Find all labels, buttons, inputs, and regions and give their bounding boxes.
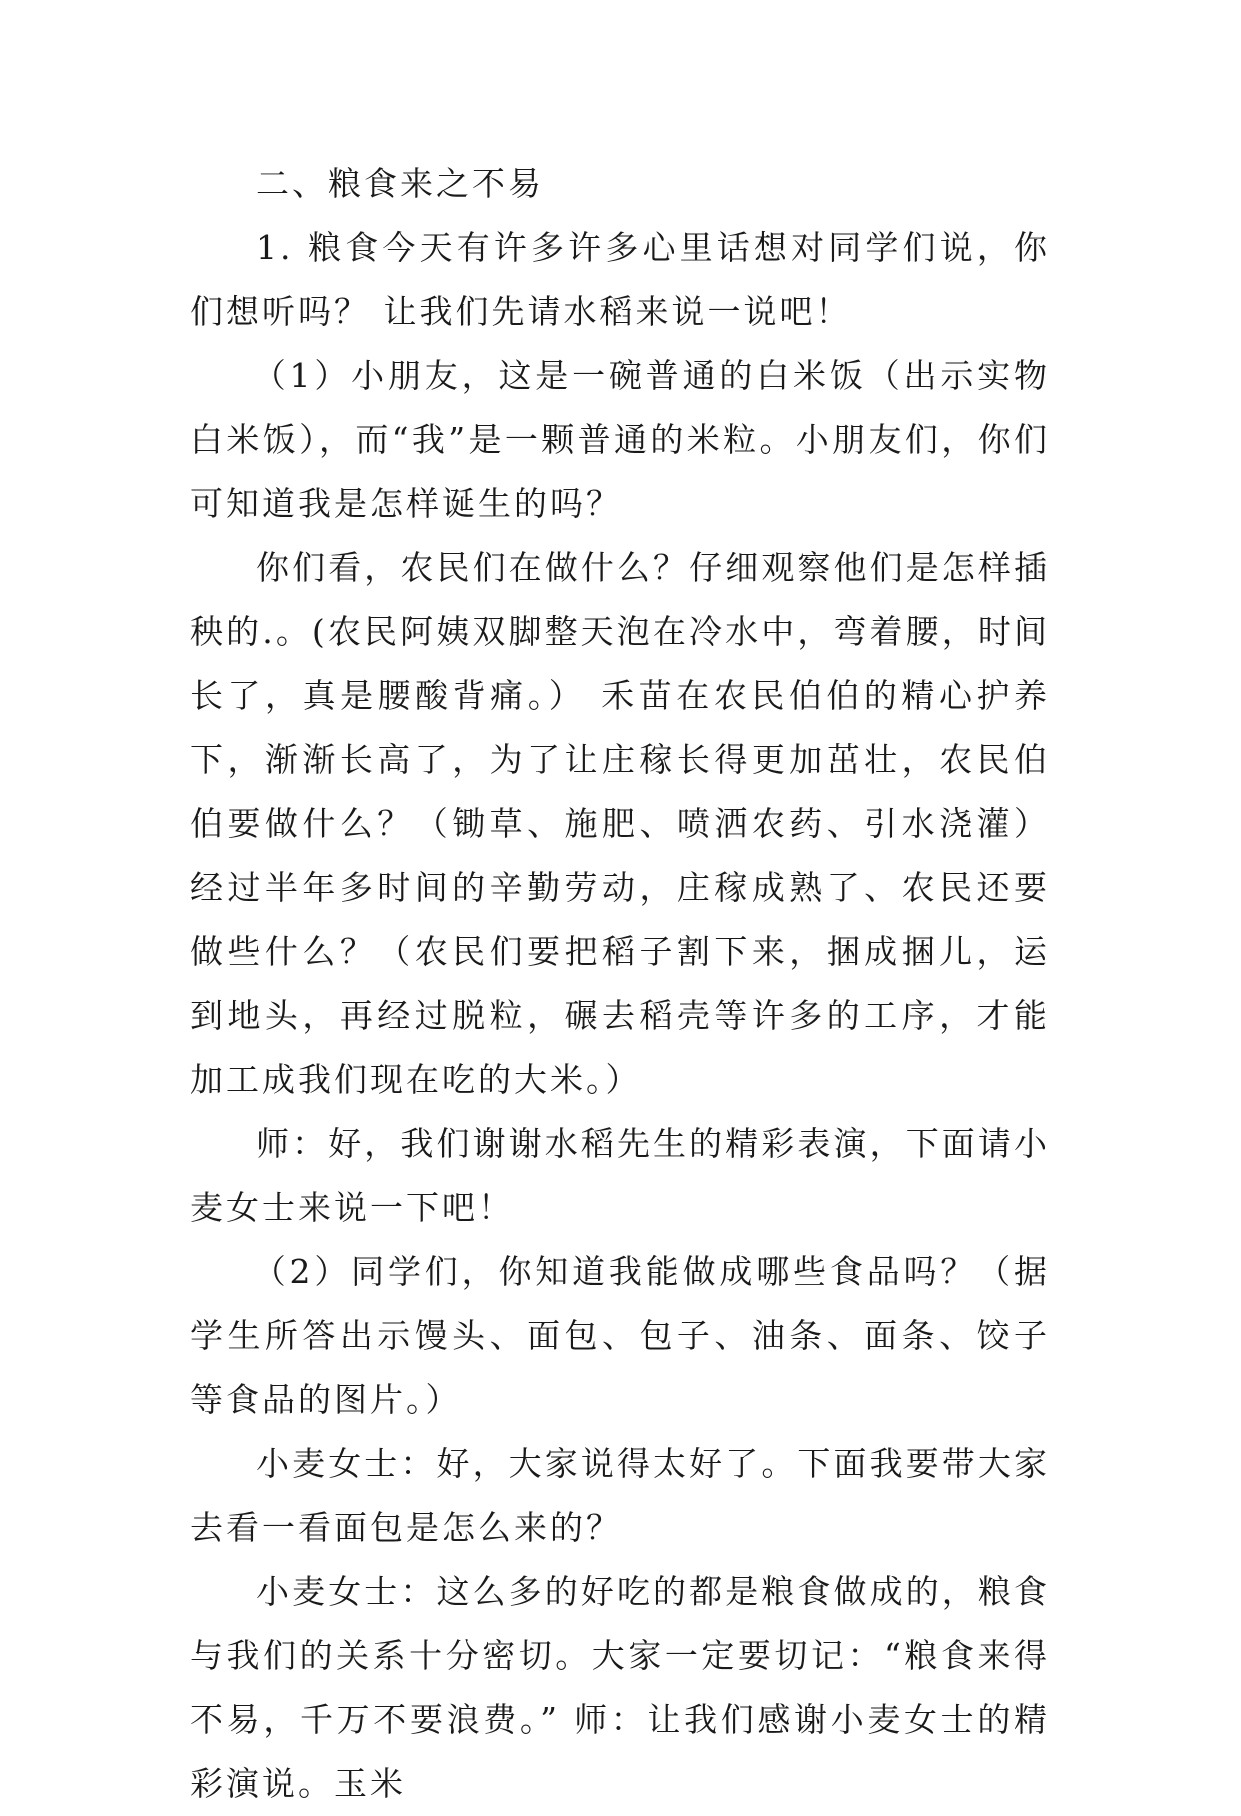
paragraph: 1. 粮食今天有许多许多心里话想对同学们说，你们想听吗？ 让我们先请水稻来说一说吧！ bbox=[190, 228, 1050, 331]
document-body bbox=[190, 152, 1050, 1816]
section-heading: 二、粮食来之不易 bbox=[256, 164, 544, 203]
paragraph: 小麦女士：好，大家说得太好了。下面我要带大家去看一看面包是怎么来的？ bbox=[190, 1444, 1050, 1547]
paragraph: （2）同学们，你知道我能做成哪些食品吗？（据学生所答出示馒头、面包、包子、油条、面条、饺子等食品的图片。） bbox=[190, 1252, 1050, 1419]
paragraph: 师：好，我们谢谢水稻先生的精彩表演，下面请小麦女士来说一下吧！ bbox=[190, 1124, 1050, 1227]
paragraph: 小麦女士：这么多的好吃的都是粮食做成的，粮食与我们的关系十分密切。大家一定要切记：“粮食来得不易，千万不要浪费。” 师：让我们感谢小麦女士的精彩演说。玉米 bbox=[190, 1572, 1050, 1803]
paragraph: 你们看，农民们在做什么？仔细观察他们是怎样插秧的.。(农民阿姨双脚整天泡在冷水中，弯着腰，时间长了，真是腰酸背痛。） 禾苗在农民伯伯的精心护养下，渐渐长高了，为了让庄稼长得更加茁壮，农民伯伯要做什么？（锄草、施肥、喷洒农药、引水浇灌） 经过半年多时间的辛勤劳动，庄稼成熟了、农民还要做些什么？（农民们要把稻子割下来，捆成捆儿，运到地头，再经过脱粒，碾去稻壳等许多的工序，才能加工成我们现在吃的大米。） bbox=[190, 548, 1050, 1099]
paragraph: （1）小朋友，这是一碗普通的白米饭（出示实物白米饭），而“我”是一颗普通的米粒。小朋友们，你们可知道我是怎样诞生的吗？ bbox=[190, 356, 1050, 523]
